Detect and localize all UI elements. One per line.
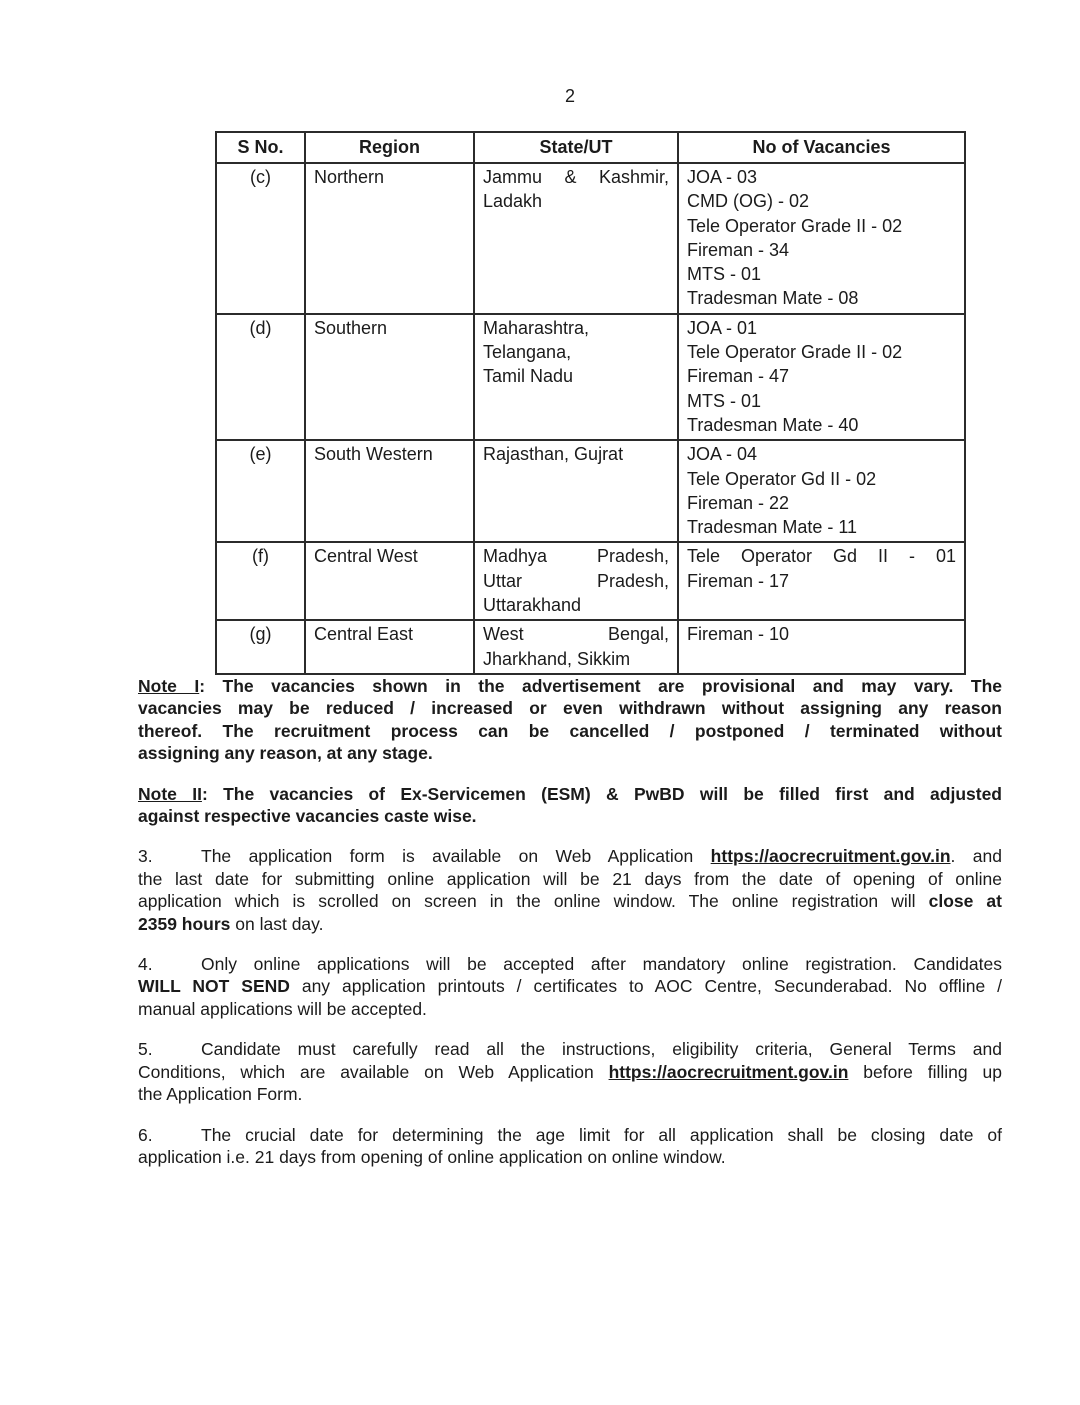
note-2-text: against respective vacancies caste wise. [138,806,477,827]
note-1-text: : The vacancies shown in the advertisement are provisional and may vary. The [199,676,1002,696]
vacancy-table-header [216,132,965,163]
para-4-number: 4. [138,954,153,975]
recruitment-url-link[interactable]: https://aocrecruitment.gov.in [710,846,951,867]
vacancy-table-body [216,163,965,674]
cell-vacancies-line: MTS - 01 [687,264,762,285]
note-2-line [138,783,1002,805]
cell-state-ut-line: Jammu & Kashmir, [483,167,669,187]
para-5-text: Candidate must carefully read all the instructions, eligibility criteria, General Terms and [201,1039,1002,1060]
para-6-text: The crucial date for determining the age limit for all application shall be closing date of [201,1124,1002,1145]
cell-vacancies-line: Tradesman Mate - 40 [687,414,859,435]
table-row [216,620,965,674]
para-5-number: 5. [138,1039,153,1060]
para-4-text: any application printouts / certificates to AOC Centre, Secunderabad. No offline / [289,976,1002,997]
cell-sno-line: (f) [252,546,269,567]
cell-region-line: Central West [314,546,418,567]
cell-sno-line: (e) [249,444,272,465]
para-4-line [138,953,1002,975]
cell-vacancies-line: Tele Operator Grade II - 02 [687,342,903,363]
col-header-state-ut: State/UT [474,132,678,163]
vacancy-table [215,131,966,675]
para-5 [138,1038,1002,1105]
cell-vacancies-line: CMD (OG) - 02 [687,191,810,212]
cell-vacancies-line: JOA - 04 [687,444,758,465]
cell-vacancies [678,620,965,674]
cell-state-ut-line: Jharkhand, Sikkim [483,648,631,669]
cell-region [305,163,474,314]
cell-vacancies [678,314,965,440]
cell-state-ut-line: Madhya Pradesh, [483,546,669,567]
cell-state-ut [474,314,678,440]
cell-vacancies-line: Tradesman Mate - 11 [687,517,858,538]
cell-state-ut [474,620,678,674]
note-2 [138,783,1002,828]
cell-state-ut-line: Uttarakhand [483,595,582,616]
para-5-line [138,1038,1002,1060]
para-3-number: 3. [138,846,153,867]
cell-state-ut-line: Tamil Nadu [483,366,574,387]
note-2-text: Note II [138,783,202,804]
cell-state-ut-line: Telangana, [483,342,572,363]
cell-region-line: Southern [314,317,388,338]
cell-state-ut-line: Uttar Pradesh, [483,570,669,591]
cell-vacancies [678,440,965,542]
para-3-text: close at [928,891,1002,912]
cell-sno [216,440,305,542]
cell-state-ut-line: Ladakh [483,191,543,212]
cell-region [305,620,474,674]
cell-sno [216,620,305,674]
cell-vacancies-line: Fireman - 22 [687,492,790,513]
cell-vacancies-line: Fireman - 17 [687,570,790,591]
cell-region-line: Central East [314,624,414,645]
para-6-line [138,1146,1002,1168]
cell-vacancies-line: Fireman - 34 [687,239,790,260]
para-5-line [138,1083,1002,1105]
col-header-region: Region [305,132,474,163]
cell-state-ut [474,163,678,314]
cell-vacancies [678,163,965,314]
cell-sno-line: (d) [249,317,272,338]
para-4-text: Only online applications will be accepted after mandatory online registration. Candidates [201,954,1002,975]
para-3-text: The application form is available on Web Application [201,846,711,867]
cell-state-ut-line: Maharashtra, [483,317,590,338]
note-1-text: vacancies may be reduced / increased or even withdrawn without assigning any reason [138,698,1002,719]
cell-sno [216,314,305,440]
para-5-text: before filling up [848,1061,1002,1082]
cell-vacancies [678,542,965,620]
note-1-text: assigning any reason, at any stage. [138,743,433,764]
cell-region [305,314,474,440]
cell-state-ut-line: West Bengal, [483,624,669,645]
cell-state-ut [474,440,678,542]
para-3-line [138,913,1002,935]
col-header-sno: S No. [216,132,305,163]
note-1-line [138,697,1002,719]
note-1-line [138,720,1002,742]
cell-region [305,542,474,620]
cell-sno [216,542,305,620]
cell-sno-line: (g) [249,624,272,645]
para-5-text: the Application Form. [138,1084,303,1105]
para-3-line [138,868,1002,890]
cell-vacancies-line: Tele Operator Gd II - 02 [687,468,877,489]
para-4 [138,953,1002,1020]
table-row [216,163,965,314]
para-3-line [138,890,1002,912]
cell-region-line: South Western [314,444,433,465]
cell-vacancies-line: Tele Operator Grade II - 02 [687,215,903,236]
cell-region-line: Northern [314,167,385,187]
cell-state-ut [474,542,678,620]
para-6 [138,1124,1002,1169]
note-1-text: thereof. The recruitment process can be cancelled / postponed / terminated without [138,720,1002,741]
cell-vacancies-line: JOA - 01 [687,317,758,338]
cell-vacancies-line: Tele Operator Gd II - 01 [687,546,956,567]
cell-state-ut-line: Rajasthan, Gujrat [483,444,624,465]
para-4-text: manual applications will be accepted. [138,998,427,1019]
note-1-line [138,742,1002,764]
cell-vacancies-line: Tradesman Mate - 08 [687,288,859,309]
table-row [216,440,965,542]
para-3-text: the last date for submitting online application will be 21 days from the date of opening of online [138,868,1002,889]
note-1-line [138,675,1002,697]
table-row [216,542,965,620]
para-6-line [138,1124,1002,1146]
note-2-line [138,805,1002,827]
recruitment-url-link[interactable]: https://aocrecruitment.gov.in [608,1061,849,1082]
cell-vacancies-line: MTS - 01 [687,390,762,411]
para-6-number: 6. [138,1124,153,1145]
cell-sno [216,163,305,314]
cell-vacancies-line: Fireman - 10 [687,624,790,645]
para-3-text: on last day. [230,913,324,934]
para-3-line [138,845,1002,867]
note-2-text: : The vacancies of Ex-Servicemen (ESM) & PwBD will be filled first and adjusted [201,783,1002,804]
header-row [216,132,965,163]
para-5-text: Conditions, which are available on Web Application [138,1061,609,1082]
page-number: 2 [564,86,575,106]
para-3-text: 2359 hours [138,913,231,934]
para-3-text: application which is scrolled on screen in the online window. The online registration will [138,891,929,912]
para-6-text: application i.e. 21 days from opening of online application on online window. [138,1146,726,1167]
cell-region [305,440,474,542]
para-4-text: WILL NOT SEND [138,976,290,997]
table-row [216,314,965,440]
para-5-line [138,1061,1002,1083]
para-3-text: . and [950,846,1002,867]
cell-vacancies-line: Fireman - 47 [687,366,790,387]
note-1 [138,675,1002,765]
document-body [138,675,1002,1186]
col-header-vacancies: No of Vacancies [678,132,965,163]
note-1-text: Note I [138,676,200,696]
para-4-line [138,975,1002,997]
cell-vacancies-line: JOA - 03 [687,167,758,187]
para-3 [138,845,1002,935]
para-4-line [138,998,1002,1020]
cell-sno-line: (c) [250,167,271,187]
